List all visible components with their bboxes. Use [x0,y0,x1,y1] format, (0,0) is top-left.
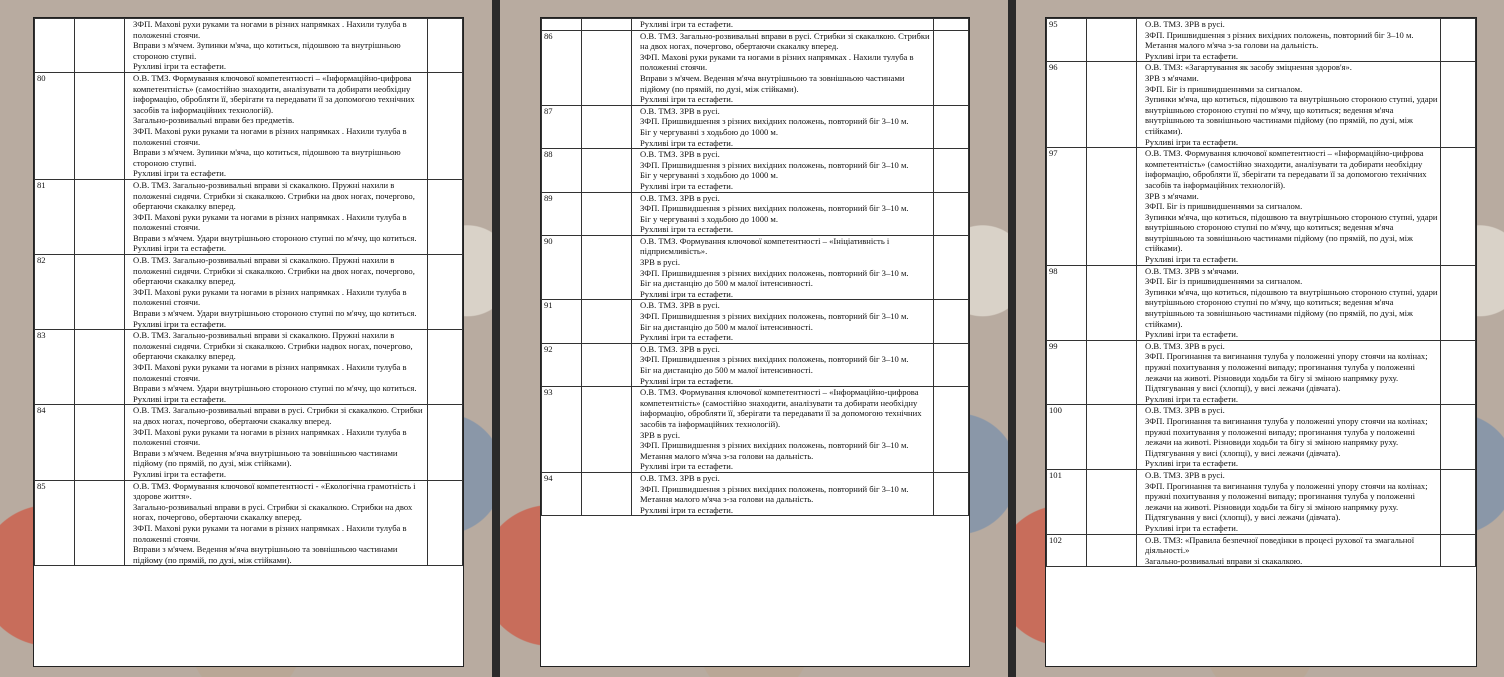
table-row [542,387,969,473]
content-line: Зупинки м'яча, що котиться, підошвою та внутрішньою стороною ступні, удари внутрішньою стороною ступні по м'ячу, що котиться; ведення м'яча внутрішньою та зовнішньою частинами підйому (по прямій, по дузі, між стійками). [1145,286,1438,329]
content-line: О.В. ТМЗ. Формування ключової компетентності – «Інформаційно-цифрова компетентність» (самостійно знаходити, аналізувати та добирати необхідну інформацію, обробляти її, зберігати та передавати її за допомогою технічних засобів та інформаційних технологій). [1145,148,1427,190]
lesson-number: 92 [542,343,582,386]
lesson-content [632,192,934,235]
table-row [1047,265,1476,340]
date-cell [1087,534,1137,567]
note-cell [428,72,463,179]
content-line: О.В. ТМЗ. ЗРВ в русі. [640,472,720,483]
content-line: Рухливі ігри та естафети. [133,318,227,329]
table-row [1047,340,1476,405]
table-row [542,105,969,148]
lesson-number: 98 [1047,265,1087,340]
lesson-number: 100 [1047,405,1087,470]
lesson-content [632,105,934,148]
page-panel-3 [1016,0,1504,677]
content-line: Рухливі ігри та естафети. [1145,522,1239,533]
page-panel-2 [500,0,1008,677]
note-cell [1441,148,1476,266]
note-cell [428,179,463,254]
content-line: Метання малого м'яча з-за голови на дальність. [1145,40,1319,51]
table-row [35,405,463,480]
content-line: Рухливі ігри та естафети. [1145,458,1239,469]
page-panel-1 [0,0,492,677]
content-line: ЗФП. Прогинання та вигинання тулуба у положенні упору стоячи на колінах; пружні похитування у положенні випаду; прогинання тулуба у положенні лежачи на животі. Різновиди ходьби та бігу зі зміною напрямку руху. [1145,415,1428,448]
lesson-number [542,19,582,31]
content-line: Загально-розвивальні вправи без предметів. [133,115,295,126]
table-row [35,255,463,330]
lesson-table-1 [34,18,463,566]
note-cell [428,405,463,480]
content-line: О.В. ТМЗ. ЗРВ в русі. [1145,19,1225,29]
lesson-content [1137,405,1441,470]
content-line: О.В. ТМЗ. ЗРВ в русі. [640,149,720,160]
lesson-number: 91 [542,300,582,343]
table-row [542,235,969,300]
content-line: О.В. ТМЗ. ЗРВ в русі. [1145,405,1225,416]
lesson-number: 87 [542,105,582,148]
content-line: О.В. ТМЗ. ЗРВ в русі. [640,105,720,116]
content-line: О.В. ТМЗ. Загально-розвивальні вправи зі скакалкою. Пружні нахили в положенні сидячи. Стрибки зі скакалкою. Стрибки на двох ногах, почергово, обертаючи скакалку вперед. [133,255,415,287]
lesson-number: 101 [1047,469,1087,534]
note-cell [1441,534,1476,567]
note-cell [428,19,463,73]
content-line: ЗФП. Махові руки руками та ногами в різних напрямках . Нахили тулуба в положенні стоячи. [133,125,407,147]
lesson-table-2 [541,18,969,516]
note-cell [934,19,969,31]
content-line: ЗФП. Махові руки руками та ногами в різних напрямках . Нахили тулуба в положенні стоячи. [133,211,407,233]
note-cell [428,330,463,405]
note-cell [934,472,969,515]
content-line: Вправи з м'ячем. Ведення м'яча внутрішньою та зовнішньою частинами підйому (по прямій, по дузі, між стійками). [133,447,398,469]
content-line: ЗРВ з м'ячами. [1145,190,1199,201]
content-line: Зупинки м'яча, що котиться, підошвою та внутрішньою стороною ступні, удари внутрішньою стороною ступні по м'ячу, що котиться; ведення м'яча внутрішньою та зовнішньою частинами підйому (по прямій, по дузі, між стійками). [1145,94,1438,136]
content-line: Рухливі ігри та естафети. [640,375,734,386]
content-line: ЗФП. Прогинання та вигинання тулуба у положенні упору стоячи на колінах; пружні похитування у положенні випаду; прогинання тулуба у положенні лежачи на животі. Різновиди ходьби та бігу зі зміною напрямку руху. [1145,351,1428,383]
lesson-number: 95 [1047,19,1087,62]
table-row [1047,405,1476,470]
content-line: Рухливі ігри та естафети. [1145,329,1239,340]
content-line: О.В. ТМЗ. ЗРВ в русі. [640,192,720,203]
content-line: Загально-розвивальні вправи зі скакалкою. [1145,555,1303,566]
date-cell [1087,19,1137,62]
lesson-number: 83 [35,330,75,405]
table-row [1047,148,1476,266]
content-line: О.В. ТМЗ. Формування ключової компетентності – «Ініціативність і підприємливість». [640,235,890,257]
content-line: Підтягування у висі (хлопці), у висі лежачи (дівчата). [1145,512,1341,523]
lesson-content [125,19,428,73]
content-line: Метання малого м'яча з-за голови на дальність. [640,494,814,505]
content-line: Рухливі ігри та естафети. [640,94,734,105]
table-row [542,300,969,343]
lesson-content [1137,265,1441,340]
lesson-content [632,149,934,192]
note-cell [934,149,969,192]
date-cell [1087,469,1137,534]
lesson-content [632,19,934,31]
content-line: Рухливі ігри та естафети. [1145,254,1239,265]
note-cell [428,480,463,566]
note-cell [934,192,969,235]
date-cell [582,149,632,192]
content-line: ЗФП. Біг із пришвидшеннями за сигналом. [1145,201,1303,212]
lesson-content [125,72,428,179]
content-line: ЗРВ з м'ячами. [1145,72,1199,83]
lesson-number: 96 [1047,62,1087,148]
content-line: Рухливі ігри та естафети. [640,137,734,148]
content-line: О.В. ТМЗ. Загально-розвивальні вправи зі скакалкою. Пружні нахили в положенні сидячи. Стрибки зі скакалкою. Стрибки на двох ногах, почергово, обертаючи скакалку вперед. [133,179,415,212]
content-line: Біг у чергуванні з ходьбою до 1000 м. [640,170,779,181]
content-line: Рухливі ігри та естафети. [133,243,227,254]
lesson-number: 84 [35,405,75,480]
content-line: О.В. ТМЗ. Загально-розвивальні вправи зі скакалкою. Пружні нахили в положенні сидячи. Стрибки зі скакалкою. Стрибки надвох ногах, почергово, обертаючи скакалку вперед. [133,330,413,362]
content-line: О.В. ТМЗ: «Загартування як засобу зміцнення здоров'я». [1145,62,1352,73]
content-line: Вправи з м'ячем. Удари внутрішньою стороною ступні по м'ячу, що котиться. [133,232,417,243]
content-line: О.В. ТМЗ. ЗРВ в русі. [640,343,720,354]
lesson-content [1137,534,1441,567]
content-line: О.В. ТМЗ. ЗРВ в русі. [640,300,720,311]
date-cell [582,472,632,515]
content-line: О.В. ТМЗ. ЗРВ в русі. [1145,340,1225,351]
content-line: ЗРВ в русі. [640,429,681,440]
content-line: Рухливі ігри та естафети. [133,61,227,72]
lesson-content [632,387,934,473]
lesson-content [1137,19,1441,62]
date-cell [582,300,632,343]
content-line: Рухливі ігри та естафети. [640,461,734,472]
date-cell [582,19,632,31]
document-sheet-3[interactable] [1045,17,1477,667]
content-line: ЗФП. Прогинання та вигинання тулуба у положенні упору стоячи на колінах; пружні похитування у положенні випаду; прогинання тулуба у положенні лежачи на животі. Різновиди ходьби та бігу зі зміною напрямку руху. [1145,480,1428,512]
table-row [1047,19,1476,62]
content-line: ЗФП. Махові руки руками та ногами в різних напрямках . Нахили тулуба в положенні стоячи. [133,362,407,383]
content-line: ЗФП. Пришвидшення з різних вихідних положень, повторний біг 3–10 м. [1145,29,1414,40]
content-line: ЗФП. Махові руки руками та ногами в різних напрямках . Нахили тулуба в положенні стоячи. [640,51,914,73]
lesson-content [1137,340,1441,405]
content-line: Вправи з м'ячем. Удари внутрішньою стороною ступні по м'ячу, що котиться. [133,383,417,394]
date-cell [75,179,125,254]
document-sheet-2[interactable] [540,17,970,667]
note-cell [1441,19,1476,62]
date-cell [1087,265,1137,340]
lesson-content [632,343,934,386]
table-row [1047,469,1476,534]
content-line: Зупинки м'яча, що котиться, підошвою та внутрішньою стороною ступні, удари внутрішньою стороною ступні по м'ячу, що котиться; ведення м'яча внутрішньою та зовнішньою частинами підйому (по прямій, по дузі, між стійками). [1145,211,1438,254]
date-cell [75,255,125,330]
lesson-content [632,235,934,300]
date-cell [582,30,632,105]
content-line: Рухливі ігри та естафети. [1145,50,1239,61]
date-cell [1087,148,1137,266]
content-line: ЗФП. Пришвидшення з різних вихідних положень, повторний біг 3–10 м. [640,483,909,494]
date-cell [582,192,632,235]
note-cell [934,343,969,386]
content-line: ЗФП. Пришвидшення з різних вихідних положень, повторний біг 3–10 м. [640,354,909,365]
table-row [542,30,969,105]
content-line: Метання малого м'яча з-за голови на дальність. [640,450,814,461]
table-row [1047,62,1476,148]
date-cell [582,387,632,473]
note-cell [1441,405,1476,470]
lesson-number [35,19,75,73]
note-cell [1441,62,1476,148]
lesson-content [632,300,934,343]
content-line: ЗФП. Пришвидшення з різних вихідних положень, повторний біг 3–10 м. [640,311,909,322]
content-line: Рухливі ігри та естафети. [640,332,734,343]
content-line: О.В. ТМЗ. Формування ключової компетентності - «Екологічна грамотність і здорове життя». [133,480,416,502]
note-cell [934,105,969,148]
note-cell [1441,340,1476,405]
lesson-content [632,472,934,515]
note-cell [934,235,969,300]
lesson-number: 88 [542,149,582,192]
content-line: Вправи з м'ячем. Ведення м'яча внутрішньою та зовнішньою частинами підйому (по прямій, по дузі, між стійками). [640,72,905,94]
date-cell [75,72,125,179]
table-row [35,179,463,254]
content-line: О.В. ТМЗ. Формування ключової компетентності – «Інформаційно-цифрова компетентність» (самостійно знаходити, аналізувати та добирати необхідну інформацію, обробляти її, зберігати та передавати її за допомогою технічних засобів та інформаційних технологій). [133,72,415,115]
content-line: Вправи з м'ячем. Зупинки м'яча, що котиться, підошвою та внутрішньою стороною ступні. [133,40,401,61]
date-cell [1087,62,1137,148]
table-row [542,19,969,31]
content-line: ЗФП. Махові руки руками та ногами в різних напрямках . Нахили тулуба в положенні стоячи. [133,426,407,448]
content-line: О.В. ТМЗ. Загально-розвивальні вправи в русі. Стрибки зі скакалкою. Стрибки на двох ногах, почергово, обертаючи скакалку вперед. [640,30,930,52]
content-line: Загально-розвивальні вправи в русі. Стрибки зі скакалкою. Стрибки на двох ногах, почергово, обертаючи скакалку вперед. [133,501,413,523]
table-row [542,472,969,515]
table-row [1047,534,1476,567]
content-line: Рухливі ігри та естафети. [1145,393,1239,404]
content-line: Біг на дистанцію до 500 м малої інтенсивності. [640,321,813,332]
note-cell [934,300,969,343]
note-cell [934,387,969,473]
content-line: Підтягування у висі (хлопці), у висі лежачи (дівчата). [1145,447,1341,458]
content-line: Вправи з м'ячем. Зупинки м'яча, що котиться, підошвою та внутрішньою стороною ступні. [133,147,401,168]
table-row [542,149,969,192]
content-line: Рухливі ігри та естафети. [133,468,227,479]
lesson-content [632,30,934,105]
date-cell [75,19,125,73]
lesson-number: 94 [542,472,582,515]
document-sheet-1[interactable] [33,17,464,667]
table-row [35,72,463,179]
content-line: О.В. ТМЗ. Загально-розвивальні вправи в русі. Стрибки зі скакалкою. Стрибки на двох ногах, почергово, обертаючи скакалку вперед. [133,405,423,426]
lesson-content [1137,62,1441,148]
content-line: Вправи з м'ячем. Удари внутрішньою стороною ступні по м'ячу, що котиться. [133,308,417,319]
content-line: ЗФП. Махові рухи руками та ногами в різних напрямках . Нахили тулуба в положенні стоячи. [133,19,407,40]
note-cell [1441,265,1476,340]
note-cell [428,255,463,330]
note-cell [934,30,969,105]
content-line: Рухливі ігри та естафети. [133,393,227,404]
lesson-number: 82 [35,255,75,330]
content-line: Біг у чергуванні з ходьбою до 1000 м. [640,126,779,137]
content-line: О.В. ТМЗ. ЗРВ з м'ячами. [1145,265,1239,276]
content-line: О.В. ТМЗ. ЗРВ в русі. [1145,469,1225,480]
content-line: ЗФП. Пришвидшення з різних вихідних положень, повторний біг 3–10 м. [640,267,909,278]
lesson-number: 102 [1047,534,1087,567]
content-line: ЗРВ в русі. [640,257,681,268]
lesson-number: 93 [542,387,582,473]
table-row [35,480,463,566]
content-line: Рухливі ігри та естафети. [640,288,734,299]
date-cell [582,343,632,386]
content-line: ЗФП. Пришвидшення з різних вихідних положень, повторний біг 3–10 м. [640,440,909,451]
content-line: ЗФП. Махові руки руками та ногами в різних напрямках . Нахили тулуба в положенні стоячи. [133,286,407,308]
lesson-number: 97 [1047,148,1087,266]
content-line: ЗФП. Пришвидшення з різних вихідних положень, повторний біг 3–10 м. [640,116,909,127]
date-cell [582,105,632,148]
lesson-content [1137,469,1441,534]
lesson-number: 81 [35,179,75,254]
content-line: Підтягування у висі (хлопці), у висі лежачи (дівчата). [1145,383,1341,394]
content-line: Біг у чергуванні з ходьбою до 1000 м. [640,213,779,224]
table-row [542,343,969,386]
content-line: Біг на дистанцію до 500 м малої інтенсивності. [640,365,813,375]
content-line: ЗФП. Пришвидшення з різних вихідних положень, повторний біг 3–10 м. [640,159,909,170]
content-line: ЗФП. Біг із пришвидшеннями за сигналом. [1145,276,1303,287]
content-line: ЗФП. Біг із пришвидшеннями за сигналом. [1145,83,1303,94]
lesson-content [125,330,428,405]
date-cell [75,405,125,480]
lesson-number: 80 [35,72,75,179]
lesson-content [125,405,428,480]
lesson-content [125,255,428,330]
date-cell [75,330,125,405]
note-cell [1441,469,1476,534]
date-cell [1087,405,1137,470]
lesson-number: 86 [542,30,582,105]
table-row [35,330,463,405]
lesson-content [1137,148,1441,266]
content-line: Рухливі ігри та естафети. [640,19,734,29]
content-line: Вправи з м'ячем. Ведення м'яча внутрішньою та зовнішньою частинами підйому (по прямій, по дузі, між стійками). [133,544,398,565]
lesson-table-3 [1046,18,1476,567]
lesson-number: 89 [542,192,582,235]
content-line: ЗФП. Пришвидшення з різних вихідних положень, повторний біг 3–10 м. [640,203,909,214]
table-row [35,19,463,73]
content-line: О.В. ТМЗ. Формування ключової компетентності – «Інформаційно-цифрова компетентність» (самостійно знаходити, аналізувати та добирати необхідну інформацію, обробляти її, зберігати та передавати її за допомогою технічних засобів та інформаційних технологій). [640,387,922,429]
lesson-number: 85 [35,480,75,566]
content-line: Біг на дистанцію до 500 м малої інтенсивності. [640,278,813,289]
date-cell [75,480,125,566]
table-row [542,192,969,235]
content-line: О.В. ТМЗ: «Правила безпечної поведінки в процесі рухової та змагальної діяльності.» [1145,534,1415,556]
content-line: Рухливі ігри та естафети. [640,224,734,235]
content-line: Рухливі ігри та естафети. [133,168,227,179]
lesson-content [125,480,428,566]
content-line: Рухливі ігри та естафети. [1145,136,1239,147]
lesson-content [125,179,428,254]
lesson-number: 90 [542,235,582,300]
content-line: Рухливі ігри та естафети. [640,504,734,515]
lesson-number: 99 [1047,340,1087,405]
date-cell [1087,340,1137,405]
content-line: Рухливі ігри та естафети. [640,180,734,191]
date-cell [582,235,632,300]
content-line: ЗФП. Махові руки руками та ногами в різних напрямках . Нахили тулуба в положенні стоячи. [133,522,407,544]
